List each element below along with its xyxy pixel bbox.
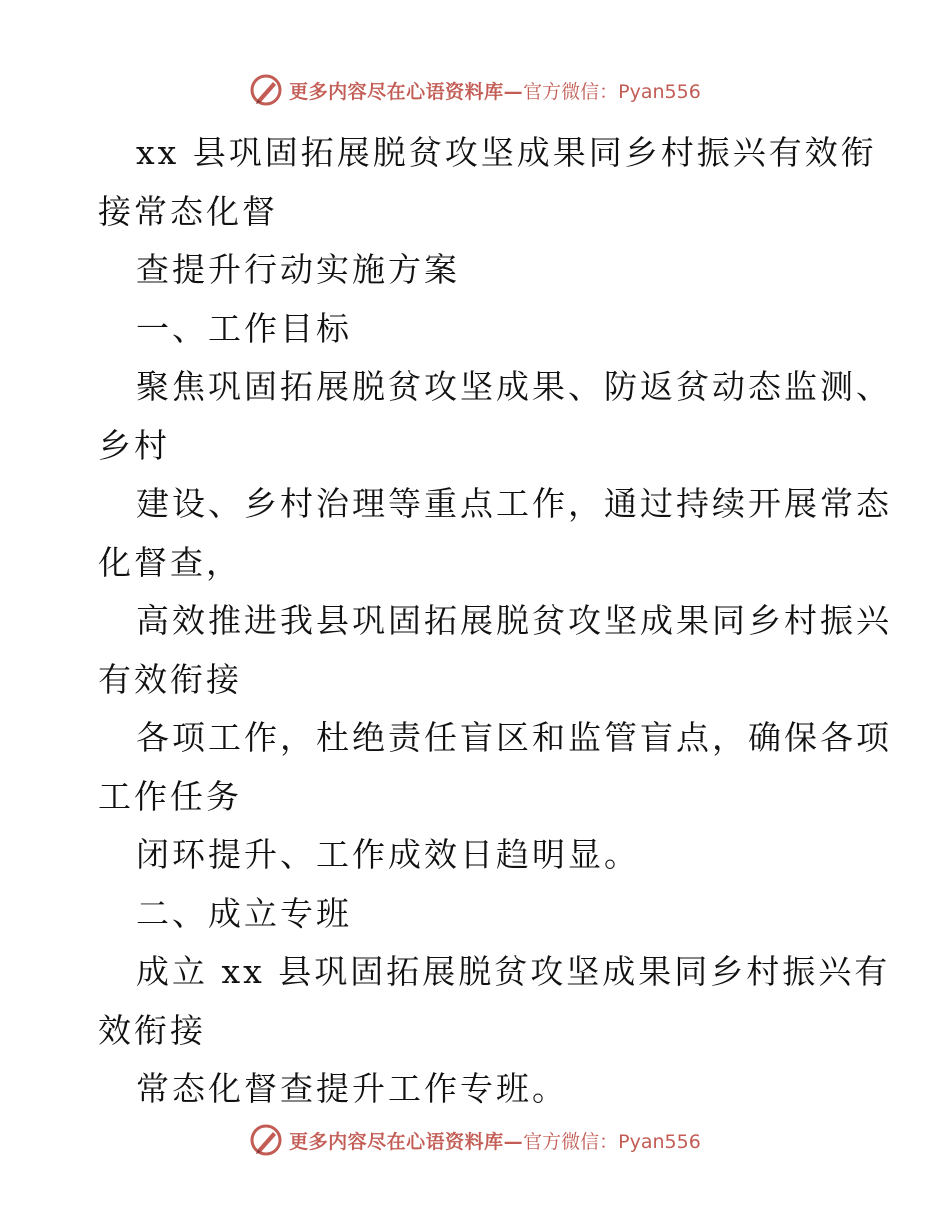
- text-line: 乡村: [98, 425, 170, 465]
- text-line: xx 县巩固拓展脱贫攻坚成果同乡村振兴有效衔: [136, 133, 877, 172]
- text-line: 常态化督查提升工作专班。: [136, 1069, 568, 1108]
- text-line: 各项工作，杜绝责任盲区和监管盲点，确保各项: [136, 718, 892, 757]
- text-line: 效衔接: [98, 1010, 206, 1050]
- text-line: 化督查，: [98, 542, 242, 582]
- banner-text: 更多内容尽在心语资料库—: [289, 80, 524, 103]
- text-line: 建设、乡村治理等重点工作，通过持续开展常态: [136, 484, 892, 523]
- banner-contact: 官方微信：Pyan556: [523, 1130, 701, 1153]
- text-line: 二、成立专班: [136, 893, 352, 933]
- footer-banner: [0, 1120, 950, 1160]
- text-line: 有效衔接: [98, 659, 242, 699]
- pen-logo-icon: [249, 73, 283, 107]
- text-line: 聚焦巩固拓展脱贫攻坚成果、防返贫动态监测、: [136, 367, 892, 406]
- text-line: 一、工作目标: [136, 308, 352, 348]
- text-line: 成立 xx 县巩固拓展脱贫攻坚成果同乡村振兴有: [136, 952, 891, 991]
- header-banner: [0, 70, 950, 110]
- text-line: 接常态化督: [98, 191, 278, 231]
- document-body: [98, 124, 892, 1119]
- text-line: 高效推进我县巩固拓展脱贫攻坚成果同乡村振兴: [136, 601, 892, 640]
- banner-contact: 官方微信：Pyan556: [523, 80, 701, 103]
- text-line: 查提升行动实施方案: [136, 250, 460, 289]
- text-line: 闭环提升、工作成效日趋明显。: [136, 835, 640, 874]
- banner-text: 更多内容尽在心语资料库—: [289, 1130, 524, 1153]
- pen-logo-icon: [249, 1123, 283, 1157]
- text-line: 工作任务: [98, 776, 242, 816]
